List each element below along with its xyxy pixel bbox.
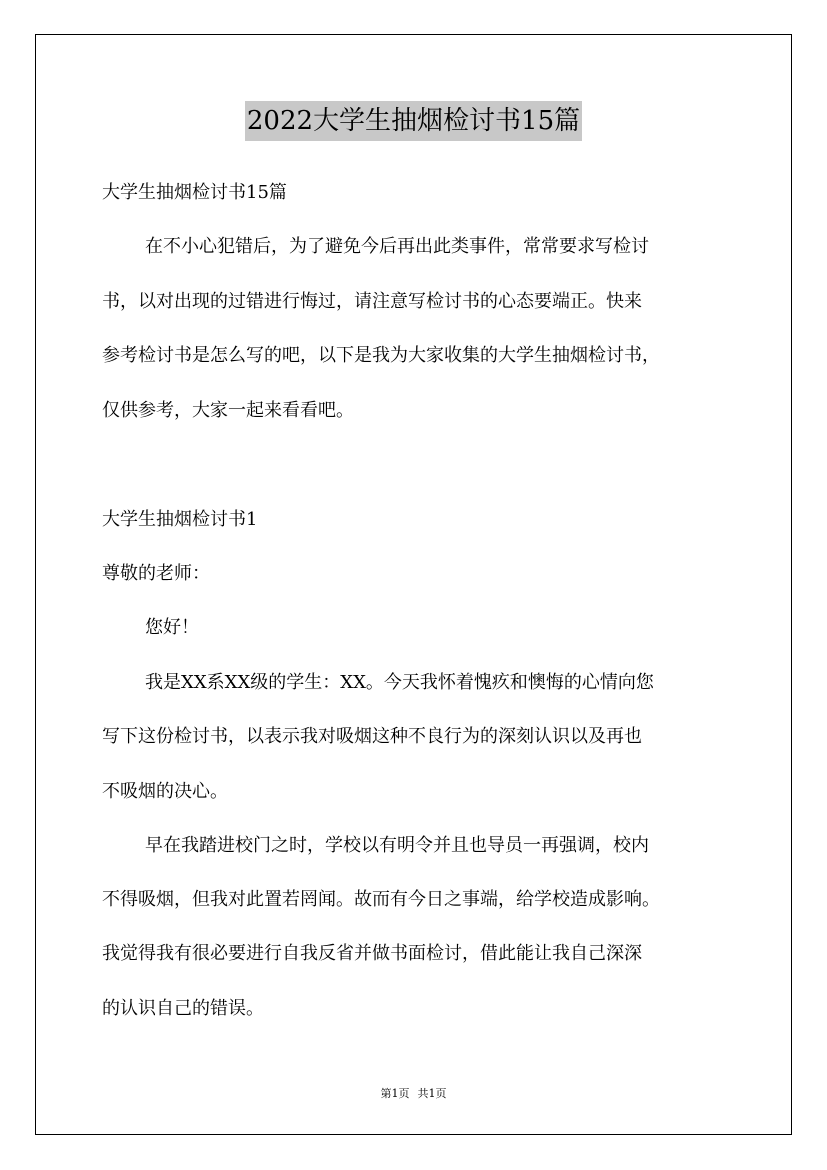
body-line: 写下这份检讨书，以表示我对吸烟这种不良行为的深刻认识以及再也	[102, 726, 642, 747]
page-footer	[0, 1085, 827, 1101]
body-line: 的认识自己的错误。	[102, 998, 264, 1019]
body-line: 在不小心犯错后，为了避免今后再出此类事件，常常要求写检讨	[145, 236, 649, 257]
body-line: 参考检讨书是怎么写的吧，以下是我为大家收集的大学生抽烟检讨书，	[102, 345, 660, 366]
greeting-line: 您好！	[145, 617, 199, 638]
body-line: 不得吸烟，但我对此置若罔闻。故而有今日之事端，给学校造成影响。	[102, 889, 660, 910]
subtitle-line: 大学生抽烟检讨书15篇	[102, 182, 287, 203]
page-total: 共1页	[417, 1087, 447, 1100]
salutation-line: 尊敬的老师：	[102, 563, 210, 584]
body-line: 仅供参考，大家一起来看看吧。	[102, 400, 354, 421]
document-title: 2022大学生抽烟检讨书15篇	[245, 101, 582, 141]
title-wrap	[0, 101, 827, 141]
body-line: 不吸烟的决心。	[102, 781, 228, 802]
section-heading: 大学生抽烟检讨书1	[102, 509, 258, 530]
body-line: 我觉得我有很必要进行自我反省并做书面检讨，借此能让我自己深深	[102, 943, 642, 964]
page-number: 第1页	[380, 1087, 410, 1100]
body-line: 早在我踏进校门之时，学校以有明令并且也导员一再强调，校内	[145, 835, 649, 856]
body-line: 我是XX系XX级的学生：XX。今天我怀着愧疚和懊悔的心情向您	[145, 672, 654, 693]
body-line: 书，以对出现的过错进行悔过，请注意写检讨书的心态要端正。快来	[102, 291, 642, 312]
